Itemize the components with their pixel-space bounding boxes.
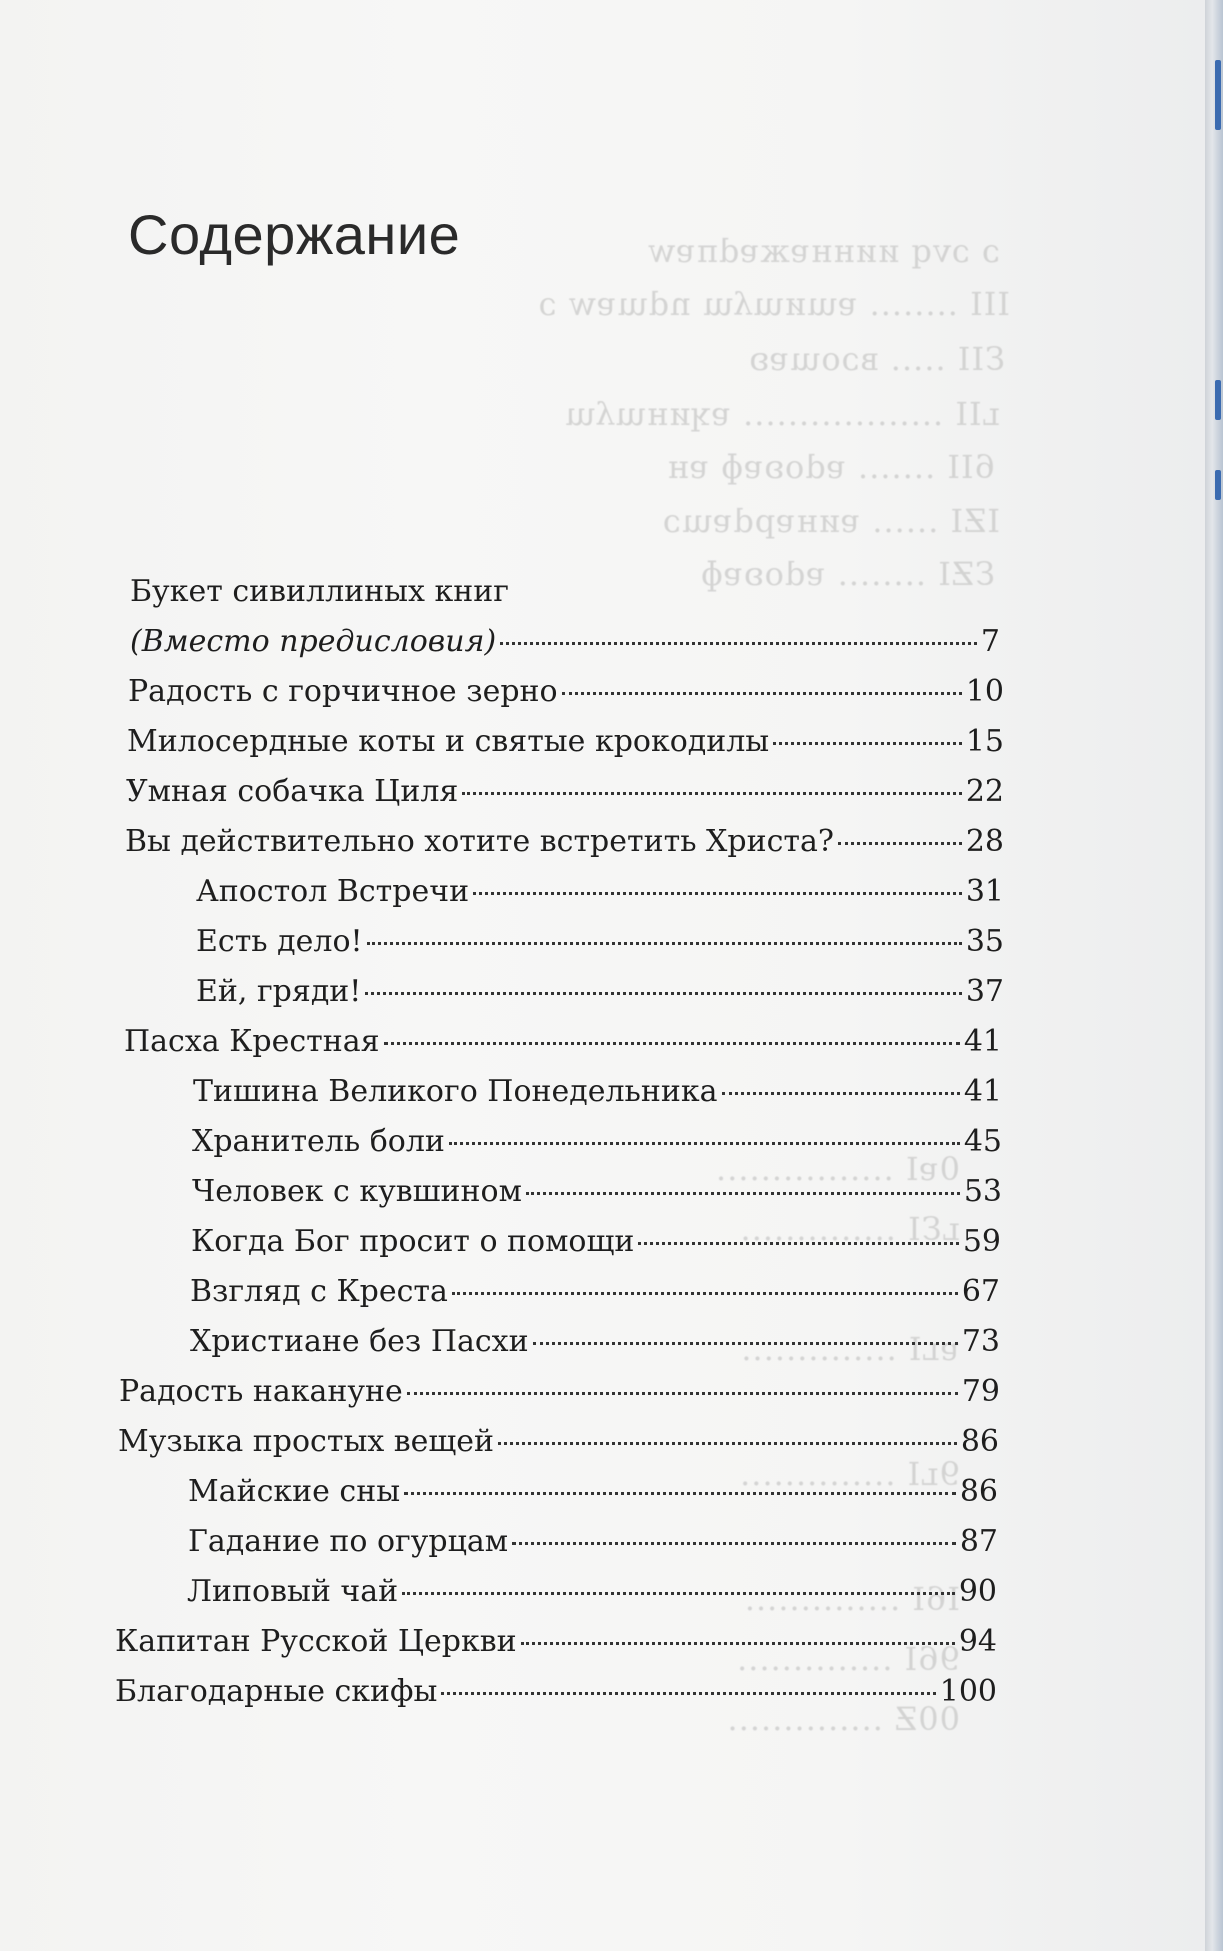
toc-page-number: 15 <box>965 724 1004 759</box>
toc-page-number: 22 <box>965 774 1004 809</box>
leader-dots <box>773 742 962 745</box>
toc-entry-title: Гадание по огурцам <box>188 1524 509 1559</box>
toc-entry-sub <box>193 1074 1002 1109</box>
toc-entry-title: Радость с горчичное зерно <box>128 674 558 709</box>
leader-dots <box>562 692 962 695</box>
toc-page-number: 86 <box>959 1474 998 1509</box>
toc-entry-title: Тишина Великого Понедельника <box>193 1074 718 1109</box>
leader-dots <box>498 1442 957 1445</box>
toc-page-number: 94 <box>958 1624 997 1659</box>
leader-dots <box>367 942 962 945</box>
toc-page-number: 100 <box>939 1674 997 1709</box>
toc-page-number: 53 <box>963 1174 1002 1209</box>
show-through-text: 00Ƶ .............. <box>726 1700 960 1738</box>
toc-page-number: 87 <box>959 1524 998 1559</box>
leader-dots <box>500 642 977 645</box>
toc-entry-sub <box>192 1174 1002 1209</box>
toc-entry <box>126 774 1004 809</box>
toc-entry <box>119 1374 1000 1409</box>
show-through-text: ʟƐI .............. <box>739 1210 960 1248</box>
leader-dots <box>473 892 962 895</box>
show-through-text: III ........ ɐɯиɯʎɯ ndɯɐw ɔ <box>537 285 1010 323</box>
toc-entry-title: Капитан Русской Церкви <box>115 1624 517 1659</box>
leader-dots <box>722 1092 960 1095</box>
show-through-text: 96I .............. <box>736 1640 960 1678</box>
toc-page-number: 10 <box>965 674 1004 709</box>
toc-entry-sub <box>192 1124 1002 1159</box>
toc-entry-sub <box>188 1474 998 1509</box>
leader-dots <box>404 1492 956 1495</box>
toc-entry-sub <box>196 874 1004 909</box>
toc-entry-heading <box>130 574 1000 609</box>
leader-dots <box>512 1542 956 1545</box>
toc-entry-title: Когда Бог просит о помощи <box>191 1224 635 1259</box>
toc-page-number: 90 <box>958 1574 997 1609</box>
toc-entry-sub <box>190 1324 1000 1359</box>
edge-mark <box>1215 60 1221 130</box>
edge-mark <box>1215 380 1221 420</box>
toc-page-number: 67 <box>961 1274 1000 1309</box>
toc-entry <box>127 724 1004 759</box>
toc-entry-title: Пасха Крестная <box>124 1024 380 1059</box>
leader-dots <box>521 1642 955 1645</box>
show-through-text: I6I .............. <box>743 1580 960 1618</box>
leader-dots <box>452 1292 958 1295</box>
toc-entry <box>118 1424 999 1459</box>
toc-page-number: 35 <box>965 924 1004 959</box>
leader-dots <box>526 1192 960 1195</box>
toc-entry-title: Умная собачка Циля <box>126 774 459 809</box>
toc-entry-title: Музыка простых вещей <box>118 1424 495 1459</box>
show-through-text: 6II ....... ɐdоʚɐɸ ɐн <box>666 448 995 486</box>
show-through-text: ɐʟI .............. <box>740 1330 960 1368</box>
toc-entry-sub <box>187 1574 997 1609</box>
toc-entry-title: Ей, гряди! <box>196 974 362 1009</box>
toc-entry-title: Благодарные скифы <box>115 1674 438 1709</box>
show-through-text: 0ɐI ................ <box>715 1150 960 1188</box>
show-through-text: ƐƵI ........ ɐdоʚɐɸ <box>699 555 995 593</box>
show-through-text: 9ʟI .............. <box>739 1455 960 1493</box>
leader-dots <box>533 1342 958 1345</box>
toc-entry-sub <box>196 974 1004 1009</box>
toc-entry-title: Человек с кувшином <box>192 1174 522 1209</box>
toc-page-number: 41 <box>963 1024 1002 1059</box>
toc-page-number: 79 <box>961 1374 1000 1409</box>
toc-page-number: 59 <box>962 1224 1001 1259</box>
toc-page-number: 86 <box>960 1424 999 1459</box>
toc-entry <box>115 1624 997 1659</box>
toc-entry-title: Апостол Встречи <box>196 874 470 909</box>
toc-entry <box>130 624 1000 659</box>
toc-page-number: 45 <box>963 1124 1002 1159</box>
toc-page-number: 41 <box>963 1074 1002 1109</box>
leader-dots <box>365 992 961 995</box>
leader-dots <box>838 842 962 845</box>
toc-page-number: 28 <box>965 824 1004 859</box>
toc-entry-title: Букет сивиллиных книг <box>130 574 509 609</box>
toc-entry-title: Есть дело! <box>196 924 363 959</box>
leader-dots <box>384 1042 960 1045</box>
toc-entry-title: Майские сны <box>188 1474 401 1509</box>
show-through-text: ƐII ..... вɔоɯɐʚ <box>748 340 1005 378</box>
toc-entry-title: (Вместо предисловия) <box>130 624 497 659</box>
toc-entry-title: Радость накануне <box>119 1374 403 1409</box>
toc-entry-title: Липовый чай <box>187 1574 399 1609</box>
leader-dots <box>441 1692 935 1695</box>
toc-entry <box>128 674 1004 709</box>
page-edge <box>1205 0 1223 1951</box>
toc-page-number: 37 <box>965 974 1004 1009</box>
toc-entry <box>115 1674 997 1709</box>
leader-dots <box>638 1242 958 1245</box>
toc-page-number: 31 <box>965 874 1004 909</box>
edge-mark <box>1215 470 1221 500</box>
show-through-text: IƵI ...... ɐинɐpdɐɯɔ <box>661 502 1000 540</box>
leader-dots <box>407 1392 958 1395</box>
toc-entry-sub <box>196 924 1004 959</box>
toc-entry <box>125 824 1004 859</box>
toc-page-number: 73 <box>961 1324 1000 1359</box>
toc-entry-sub <box>190 1274 1000 1309</box>
show-through-text: ʟII .................. ɐʞинɯʎɯ <box>564 395 1000 433</box>
toc-entry-title: Хранитель боли <box>192 1124 445 1159</box>
toc-entry-title: Христиане без Пасхи <box>190 1324 529 1359</box>
toc-entry-title: Вы действительно хотите встретить Христа? <box>125 824 834 859</box>
leader-dots <box>449 1142 960 1145</box>
page-title: Содержание <box>128 203 461 266</box>
leader-dots <box>402 1592 955 1595</box>
toc-entry-title: Взгляд с Креста <box>190 1274 448 1309</box>
toc-entry-sub <box>188 1524 998 1559</box>
toc-entry-sub <box>191 1224 1001 1259</box>
toc-entry <box>124 1024 1002 1059</box>
show-through-text: ɔ ɔvq ииннɐжɐdпɐw <box>647 232 1000 270</box>
leader-dots <box>462 792 961 795</box>
toc-page-number: 7 <box>980 624 1000 659</box>
toc-entry-title: Милосердные коты и святые крокодилы <box>127 724 770 759</box>
